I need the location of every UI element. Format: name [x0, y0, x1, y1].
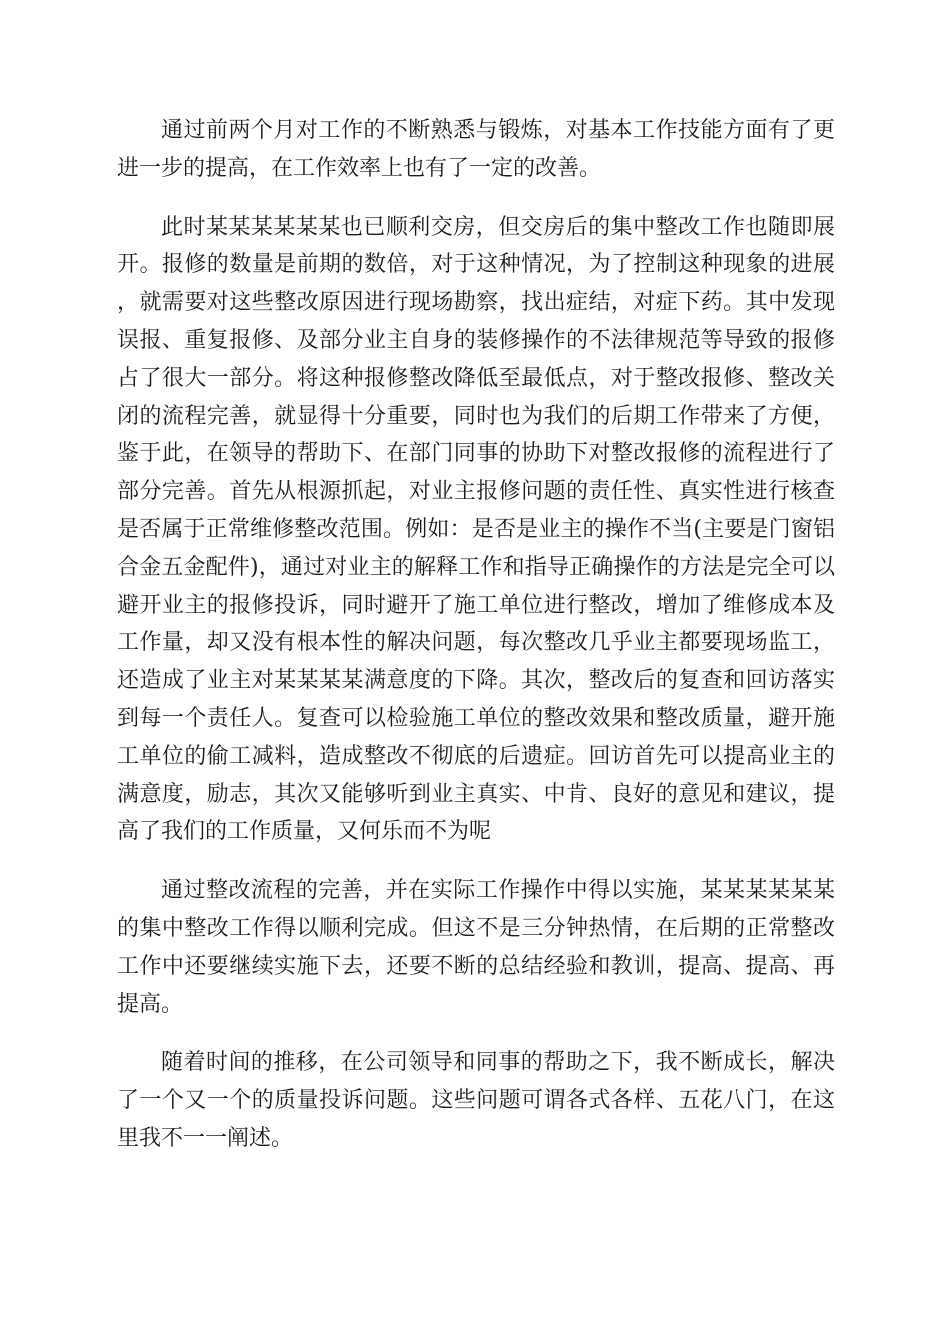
- paragraph-1: 通过前两个月对工作的不断熟悉与锻炼，对基本工作技能方面有了更进一步的提高，在工作效率上也有了一定的改善。: [117, 118, 835, 181]
- document-body: [117, 112, 835, 1179]
- paragraph-4: 随着时间的推移，在公司领导和同事的帮助之下，我不断成长，解决了一个又一个的质量投诉问题。这些问题可谓各式各样、五花八门，在这里我不一一阐述。: [117, 1050, 835, 1151]
- paragraph-3: 通过整改流程的完善，并在实际工作操作中得以实施，某某某某某某的集中整改工作得以顺利完成。但这不是三分钟热情，在后期的正常整改工作中还要继续实施下去，还要不断的总结经验和教训，提高、提高、再提高。: [117, 878, 835, 1017]
- paragraph-2: 此时某某某某某某也已顺利交房，但交房后的集中整改工作也随即展开。报修的数量是前期的数倍，对于这种情况，为了控制这种现象的进展，就需要对这些整改原因进行现场勘察，找出症结，对症下药。其中发现误报、重复报修、及部分业主自身的装修操作的不法律规范等导致的报修占了很大一部分。将这种报修整改降低至最低点，对于整改报修、整改关闭的流程完善，就显得十分重要，同时也为我们的后期工作带来了方便，鉴于此，在领导的帮助下、在部门同事的协助下对整改报修的流程进行了部分完善。首先从根源抓起，对业主报修问题的责任性、真实性进行核查是否属于正常维修整改范围。例如：是否是业主的操作不当(主要是门窗铝合金五金配件)，通过对业主的解释工作和指导正确操作的方法是完全可以避开业主的报修投诉，同时避开了施工单位进行整改，增加了维修成本及工作量，却又没有根本性的解决问题，每次整改几乎业主都要现场监工，还造成了业主对某某某某满意度的下降。其次，整改后的复查和回访落实到每一个责任人。复查可以检验施工单位的整改效果和整改质量，避开施工单位的偷工减料，造成整改不彻底的后遗症。回访首先可以提高业主的满意度，励志，其次又能够听到业主真实、中肯、良好的意见和建议，提高了我们的工作质量，又何乐而不为呢: [117, 214, 835, 845]
